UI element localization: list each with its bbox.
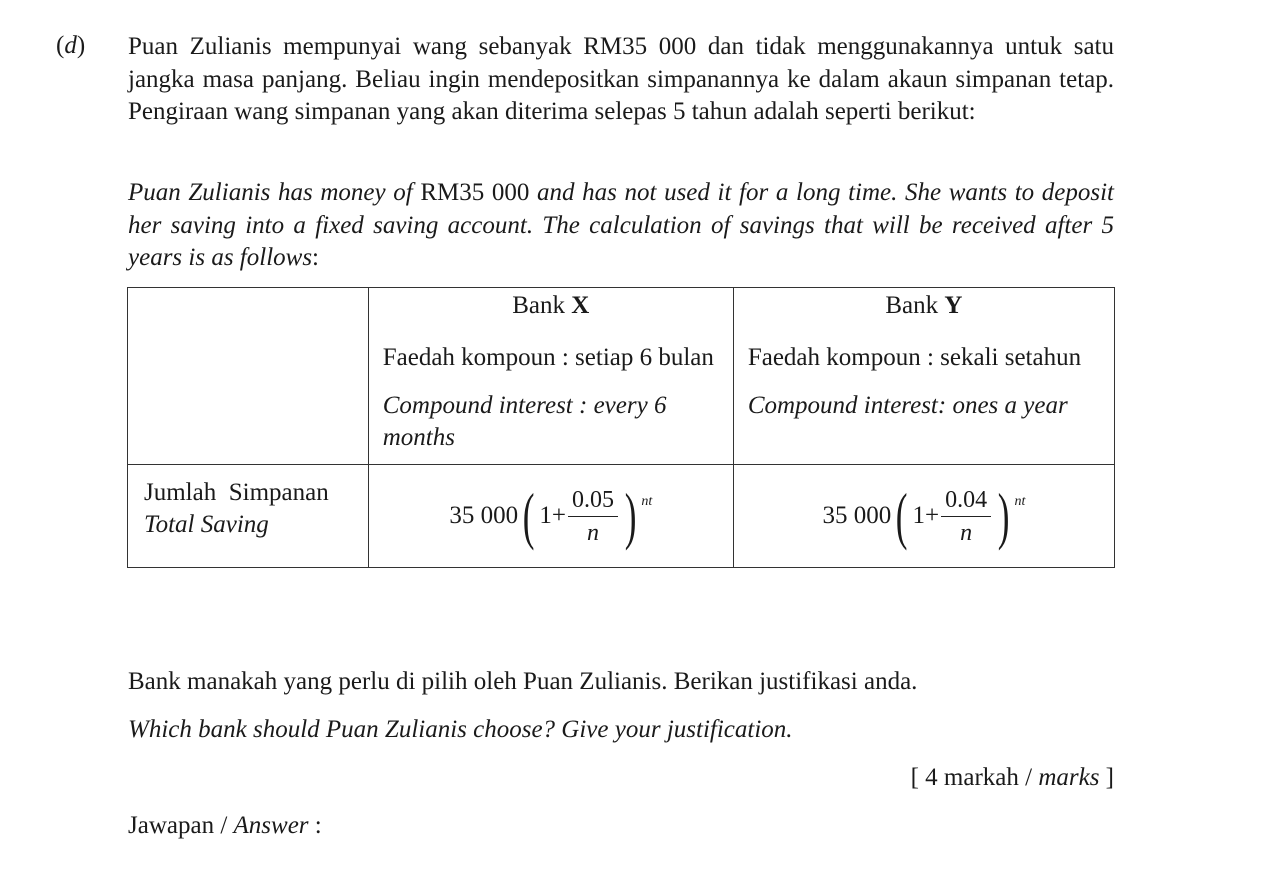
question-text-english: Puan Zulianis has money of RM35 000 and has not used it for a long time. She wants to deposit her saving into a fixed saving account. The calculation of savings that will be received after 5 years is as follows: (128, 179, 1114, 271)
bank-y-compound-english: Compound interest: ones a year (747, 392, 1068, 419)
bank-x-compound-english: Compound interest : every 6 months (382, 392, 667, 451)
bank-x-heading: Bank X (512, 292, 590, 319)
question-letter: d (64, 32, 77, 59)
total-saving-label: Jumlah Simpanan Total Saving (128, 465, 369, 568)
marks-label: [ 4 markah / marks ] (910, 764, 1114, 791)
bank-y-formula: 35 000 ( 1+ $\frac{0.04}{n}$ ) nt (733, 465, 1114, 568)
total-saving-row (128, 465, 1115, 568)
amount-text: RM35 000 (420, 179, 530, 206)
table-header-row (128, 288, 1115, 465)
prompt-malay: Bank manakah yang perlu di pilih oleh Puan Zulianis. Berikan justifikasi anda. (128, 668, 918, 695)
bank-y-cell (733, 288, 1114, 465)
bank-comparison-table (127, 287, 1115, 568)
answer-label: Jawapan / Answer : (128, 812, 322, 839)
empty-header-cell (128, 288, 369, 465)
bank-x-compound-malay: Faedah kompoun : setiap 6 bulan (382, 344, 714, 371)
question-label: (d) (56, 32, 86, 59)
bank-y-compound-malay: Faedah kompoun : sekali setahun (747, 344, 1082, 371)
prompt-english: Which bank should Puan Zulianis choose? Give your justification. (128, 716, 793, 743)
bank-x-cell (368, 288, 733, 465)
question-text-malay: Puan Zulianis mempunyai wang sebanyak RM35 000 dan tidak menggunakannya untuk satu jangka masa panjang. Beliau ingin mendepositkan simpanannya ke dalam akaun simpanan tetap. Pengiraan wang simpanan yang akan diterima selepas 5 tahun adalah seperti berikut: (128, 33, 1114, 125)
bank-x-formula: 35 000 ( 1+ $\frac{0.05}{n}$ ) nt (368, 465, 733, 568)
bank-y-heading: Bank Y (885, 292, 963, 319)
